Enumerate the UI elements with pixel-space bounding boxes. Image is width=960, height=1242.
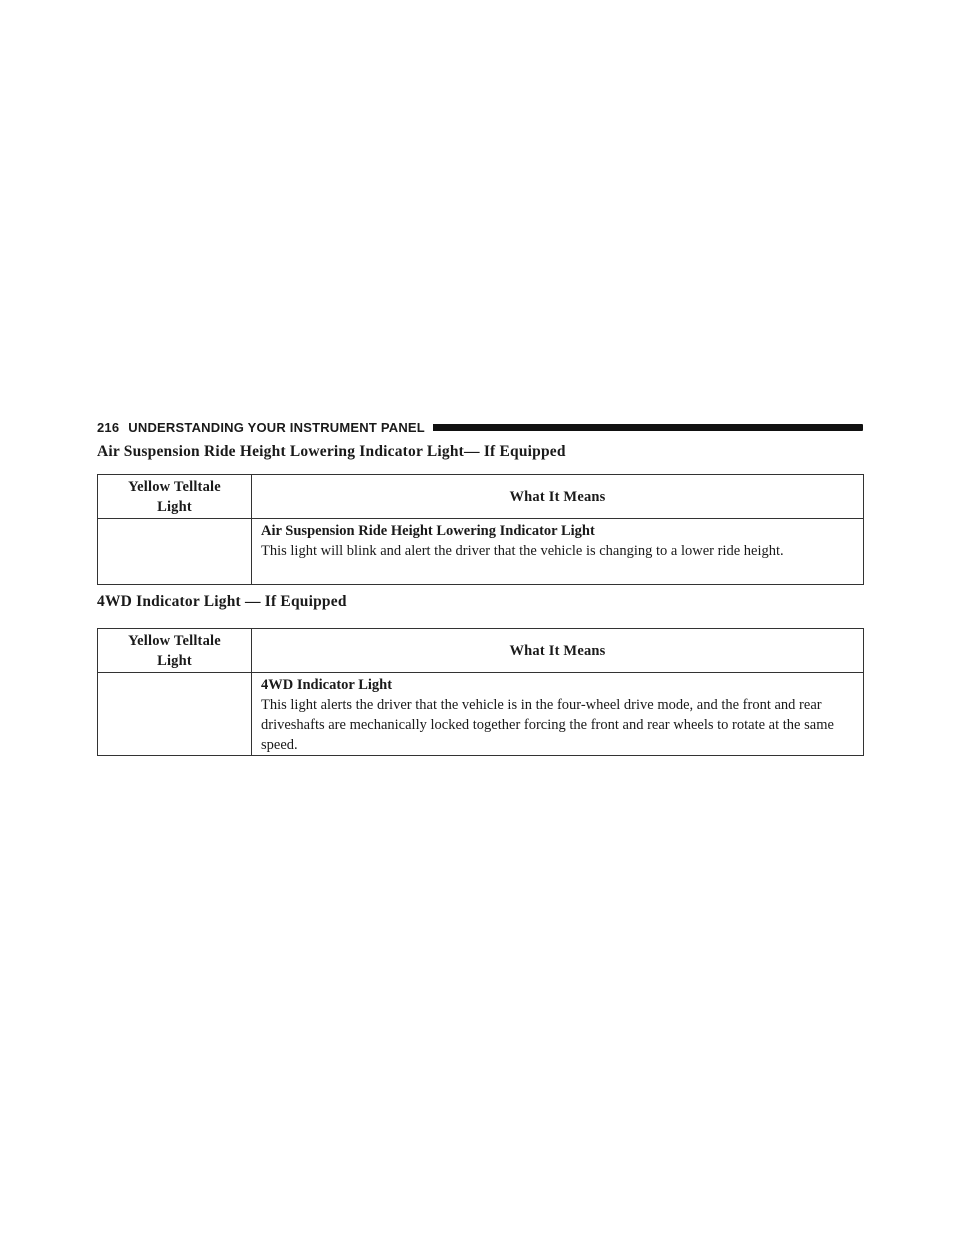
running-header: [97, 416, 863, 438]
table-header-row: [98, 629, 864, 673]
col-header-telltale: Yellow Telltale Light: [98, 629, 252, 673]
section-heading-air-suspension: Air Suspension Ride Height Lowering Indicator Light— If Equipped: [97, 443, 566, 460]
entry-title: Air Suspension Ride Height Lowering Indicator Light: [261, 523, 595, 539]
telltale-table-4wd: [97, 628, 864, 756]
page-number: 216: [97, 419, 120, 435]
table-row: [98, 519, 864, 585]
col-header-meaning: What It Means: [252, 475, 864, 519]
telltale-icon-cell: [98, 673, 252, 756]
meaning-cell: [252, 519, 864, 585]
entry-title: 4WD Indicator Light: [261, 677, 393, 693]
entry-description: This light alerts the driver that the vehicle is in the four-wheel drive mode, and the front and rear driveshafts are mechanically locked together forcing the front and rear wheels to rotate at the same speed.: [261, 697, 834, 753]
col-header-meaning: What It Means: [252, 629, 864, 673]
header-rule: [433, 424, 863, 431]
telltale-icon-cell: [98, 519, 252, 585]
table-header-row: [98, 475, 864, 519]
col-header-telltale: Yellow Telltale Light: [98, 475, 252, 519]
table-row: [98, 673, 864, 756]
section-heading-4wd: 4WD Indicator Light — If Equipped: [97, 593, 347, 610]
section-title: UNDERSTANDING YOUR INSTRUMENT PANEL: [128, 419, 425, 435]
telltale-table-air-suspension: [97, 474, 864, 585]
meaning-cell: [252, 673, 864, 756]
entry-description: This light will blink and alert the driver that the vehicle is changing to a lower ride height.: [261, 543, 784, 559]
